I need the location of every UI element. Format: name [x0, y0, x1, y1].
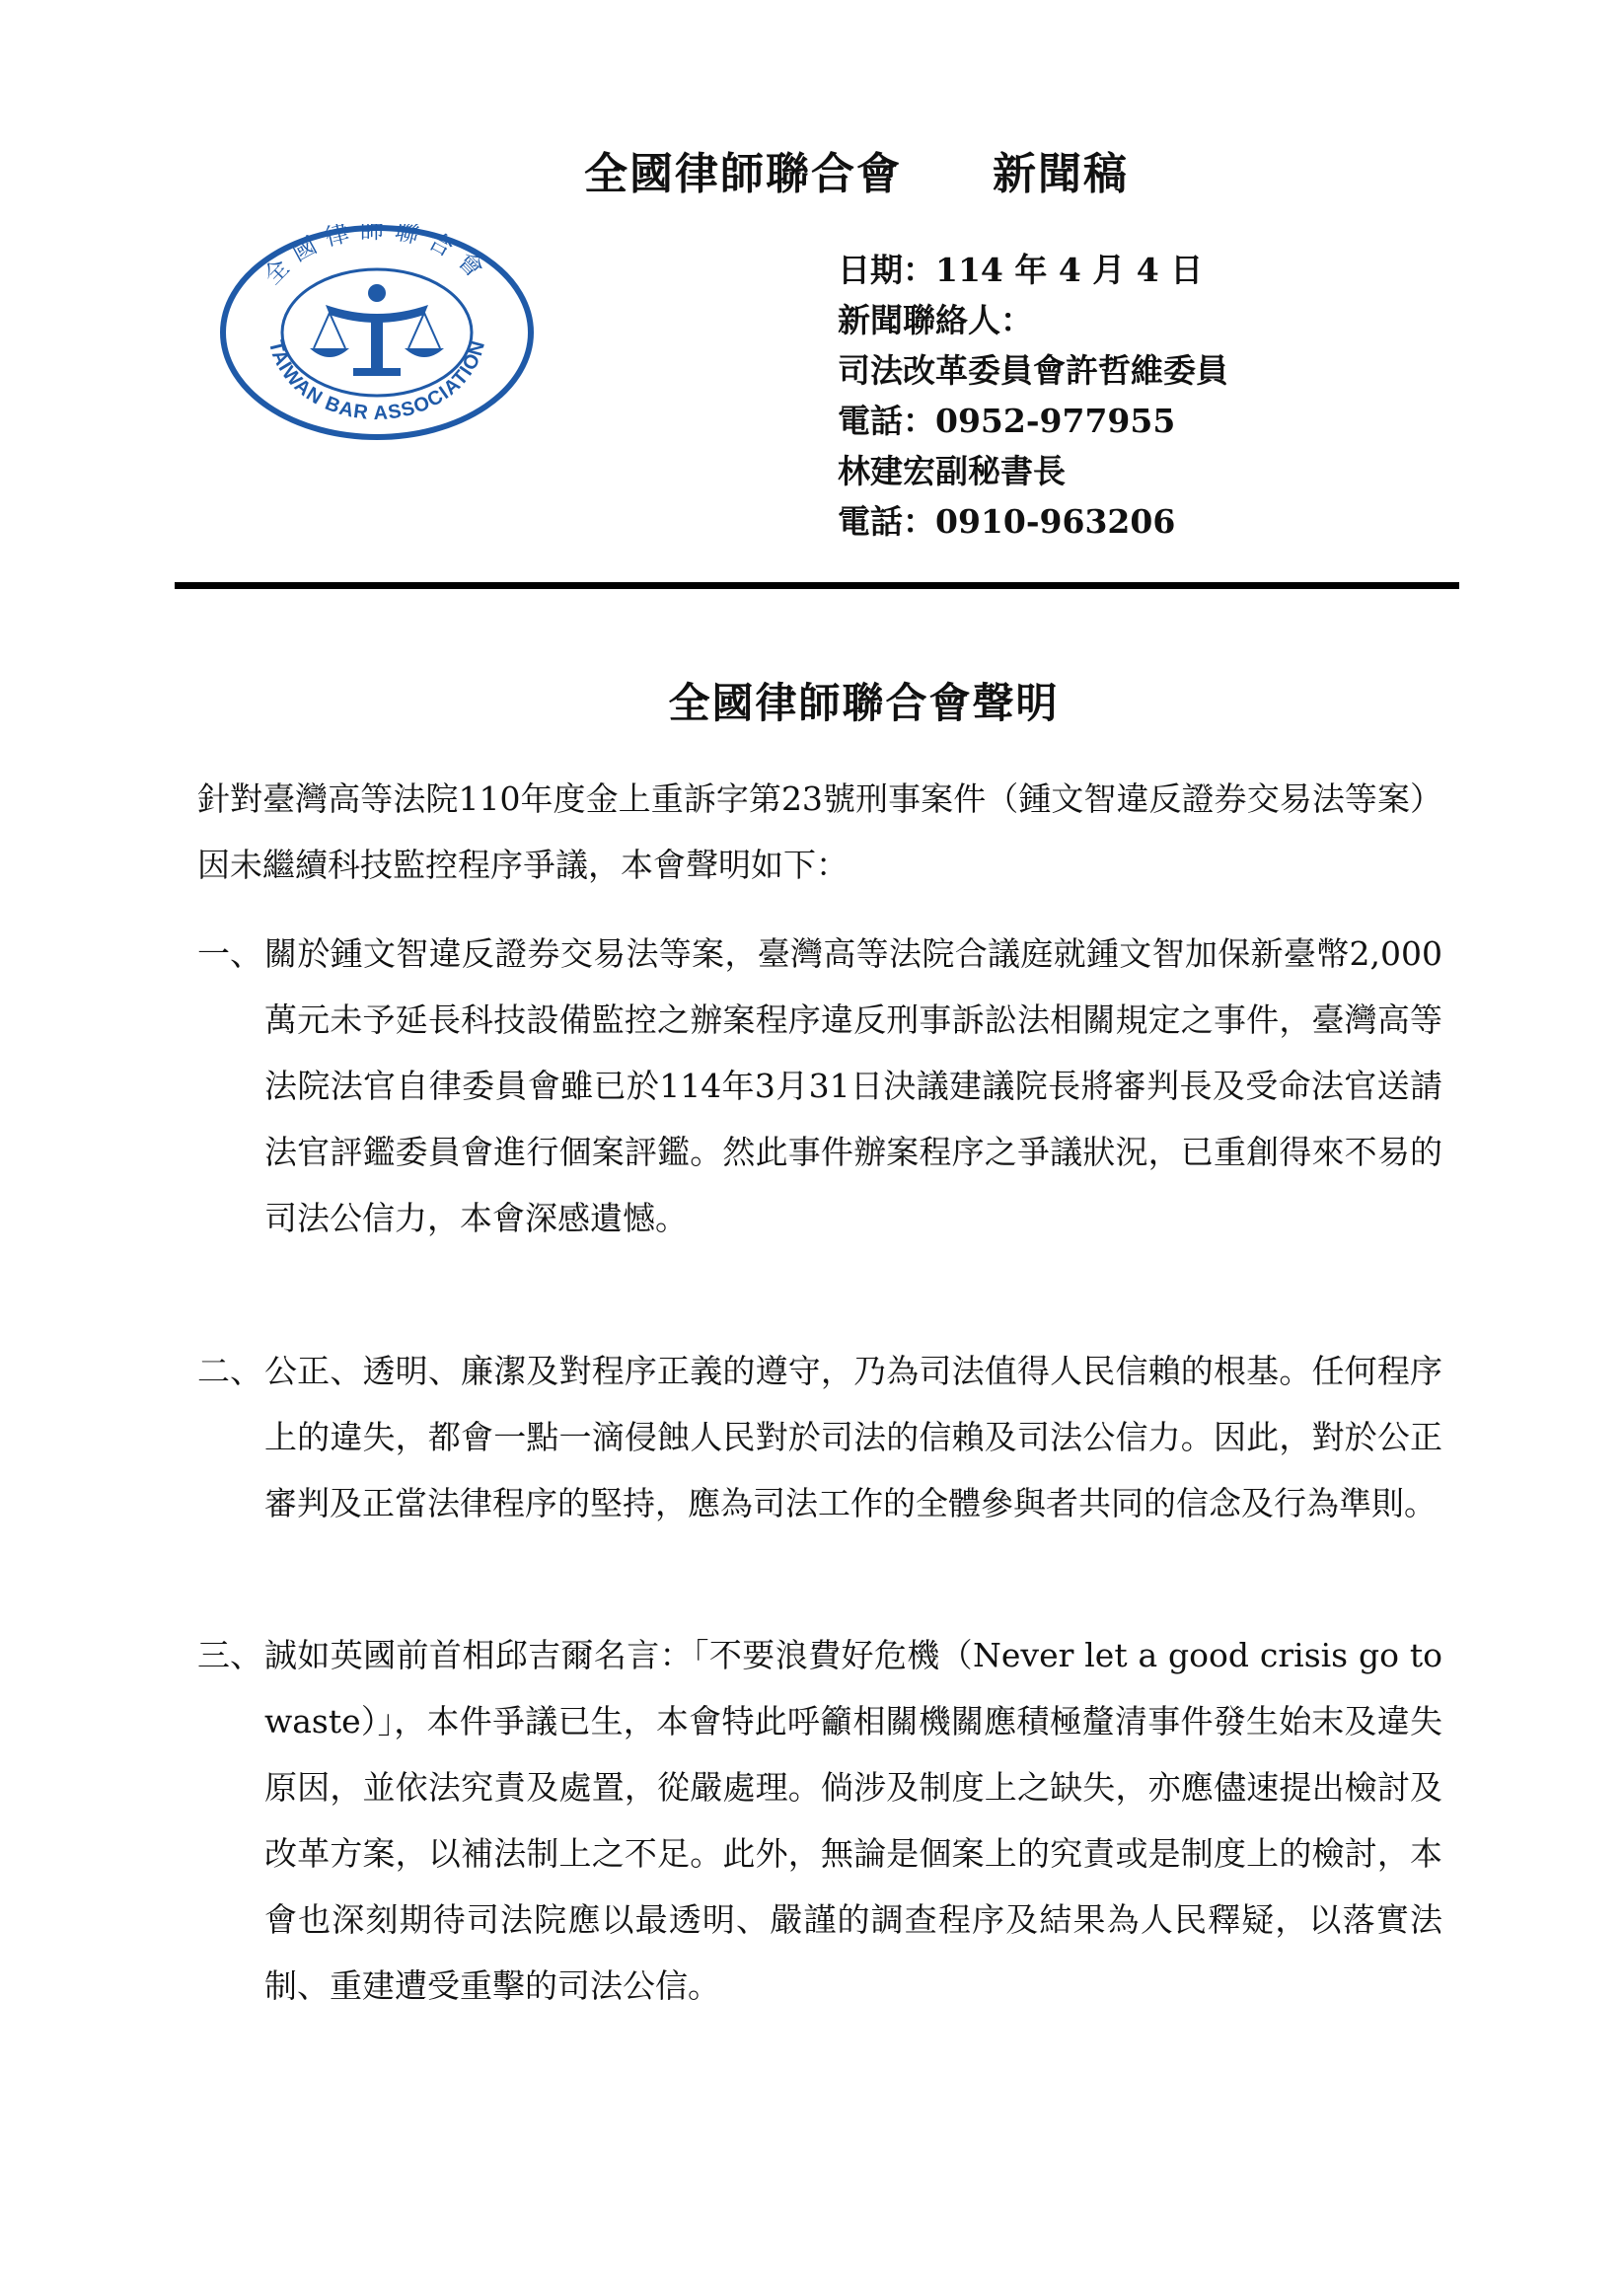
contact-block — [838, 245, 1228, 547]
statement-item — [197, 921, 1442, 1251]
taiwan-bar-association-logo — [219, 224, 535, 441]
item-text: 誠如英國前首相邱吉爾名言：「不要浪費好危機（Never let a good crisis go to waste）」，本件爭議已生，本會特此呼籲相關機關應積極釐清事件發生始末及違失原因，並依法究責及處置，從嚴處理。倘涉及制度上之缺失，亦應儘速提出檢討及改革方案，以補法制上之不足。此外，無論是個案上的究責或是制度上的檢討，本會也深刻期待司法院應以最透明、嚴謹的調查程序及結果為人民釋疑，以落實法制、重建遭受重擊的司法公信。 — [264, 1636, 1442, 2005]
logo-emblem-icon — [219, 224, 535, 441]
contact-phone-1: 電話：0952-977955 — [838, 402, 1176, 440]
item-text: 關於鍾文智違反證券交易法等案，臺灣高等法院合議庭就鍾文智加保新臺幣2,000萬元未予延長科技設備監控之辦案程序違反刑事訴訟法相關規定之事件，臺灣高等法院法官自律委員會雖已於114年3月31日決議建議院長將審判長及受命法官送請法官評鑑委員會進行個案評鑑。然此事件辦案程序之爭議狀況，已重創得來不易的司法公信力，本會深感遺憾。 — [264, 934, 1442, 1237]
svg-text:全國律師聯合會: 全國律師聯合會 — [258, 224, 496, 290]
contact-label: 新聞聯絡人： — [838, 301, 1033, 339]
statement-item — [197, 1622, 1442, 2019]
item-number: 二、 — [197, 1352, 262, 1390]
item-number: 一、 — [197, 934, 262, 973]
header-divider — [175, 582, 1459, 589]
item-text: 公正、透明、廉潔及對程序正義的遵守，乃為司法值得人民信賴的根基。任何程序上的違失，都會一點一滴侵蝕人民對於司法的信賴及司法公信力。因此，對於公正審判及正當法律程序的堅持，應為司法工作的全體參與者共同的信念及行為準則。 — [264, 1352, 1442, 1522]
item-number: 三、 — [197, 1636, 262, 1674]
contact-phone-2: 電話：0910-963206 — [838, 502, 1176, 541]
statement-title: 全國律師聯合會聲明 — [668, 679, 1060, 727]
svg-text:TAIWAN BAR ASSOCIATION: TAIWAN BAR ASSOCIATION — [263, 337, 490, 425]
statement-item — [197, 1338, 1442, 1536]
contact-person-1: 司法改革委員會許哲維委員 — [838, 351, 1228, 390]
press-release-title: 全國律師聯合會 新聞稿 — [584, 149, 1129, 199]
contact-person-2: 林建宏副秘書長 — [838, 452, 1066, 490]
release-date: 日期：114 年 4 月 4 日 — [838, 251, 1204, 289]
statement-intro: 針對臺灣高等法院110年度金上重訴字第23號刑事案件（鍾文智違反證券交易法等案）因未繼續科技監控程序爭議，本會聲明如下： — [197, 779, 1442, 884]
